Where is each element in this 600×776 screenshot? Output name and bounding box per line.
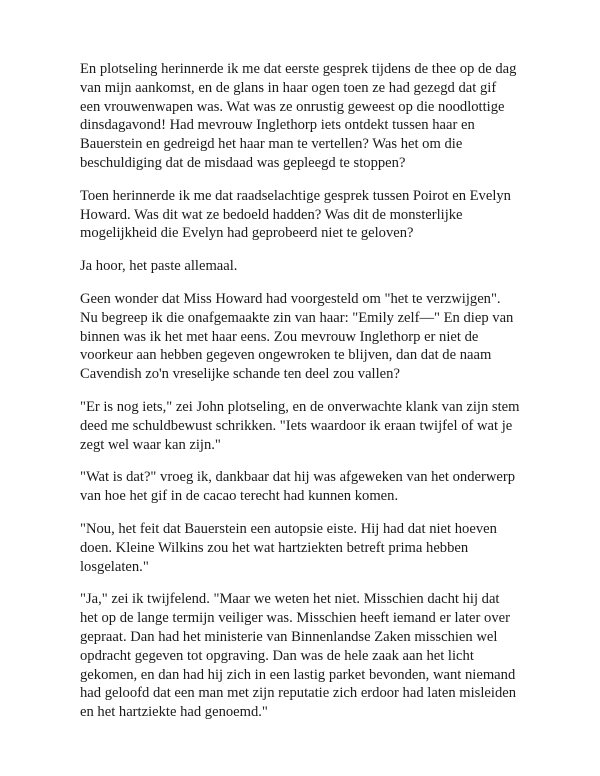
paragraph-7: "Nou, het feit dat Bauerstein een autopsie eiste. Hij had dat niet hoeven doen. Kleine Wilkins zou het wat hartziekten betreft prima hebben losgelaten." <box>80 520 497 575</box>
document-page <box>80 60 520 736</box>
paragraph-2: Toen herinnerde ik me dat raadselachtige gesprek tussen Poirot en Evelyn Howard. Was dit wat ze bedoeld hadden? Was dit de monsterlijke mogelijkheid die Evelyn had geprobeerd niet te geloven? <box>80 187 511 242</box>
paragraph-3: Ja hoor, het paste allemaal. <box>80 258 238 275</box>
paragraph-4: Geen wonder dat Miss Howard had voorgesteld om "het te verzwijgen". Nu begreep ik die onafgemaakte zin van haar: "Emily zelf—" En diep van binnen was ik het met haar eens. Zou mevrouw Inglethorp er niet de voorkeur aan hebben gegeven ongewroken te blijven, dan dat de naam Cavendish zo'n vreselijke schande ten deel zou vallen? <box>80 290 514 383</box>
paragraph-8: "Ja," zei ik twijfelend. "Maar we weten het niet. Misschien dacht hij dat het op de lange termijn veiliger was. Misschien heeft iemand er later over gepraat. Dan had het ministerie van Binnenlandse Zaken misschien wel opdracht gegeven tot opgraving. Dan was de hele zaak aan het licht gekomen, en dan had hij zich in een lastig parket bevonden, want niemand had geloofd dat een man met zijn reputatie zich erdoor had laten misleiden en het hartziekte had genoemd." <box>80 591 517 721</box>
paragraph-1: En plotseling herinnerde ik me dat eerste gesprek tijdens de thee op de dag van mijn aankomst, en de glans in haar ogen toen ze had gezegd dat gif een vrouwenwapen was. Wat was ze onrustig geweest op die noodlottige dinsdagavond! Had mevrouw Inglethorp iets ontdekt tussen haar en Bauerstein en gedreigd het haar man te vertellen? Was het om die beschuldiging dat de misdaad was gepleegd te stoppen? <box>80 61 517 171</box>
paragraph-5: "Er is nog iets," zei John plotseling, en de onverwachte klank van zijn stem deed me schuldbewust schrikken. "Iets waardoor ik eraan twijfel of wat je zegt wel waar kan zijn." <box>80 398 520 453</box>
paragraph-6: "Wat is dat?" vroeg ik, dankbaar dat hij was afgeweken van het onderwerp van hoe het gif in de cacao terecht had kunnen komen. <box>80 469 516 505</box>
